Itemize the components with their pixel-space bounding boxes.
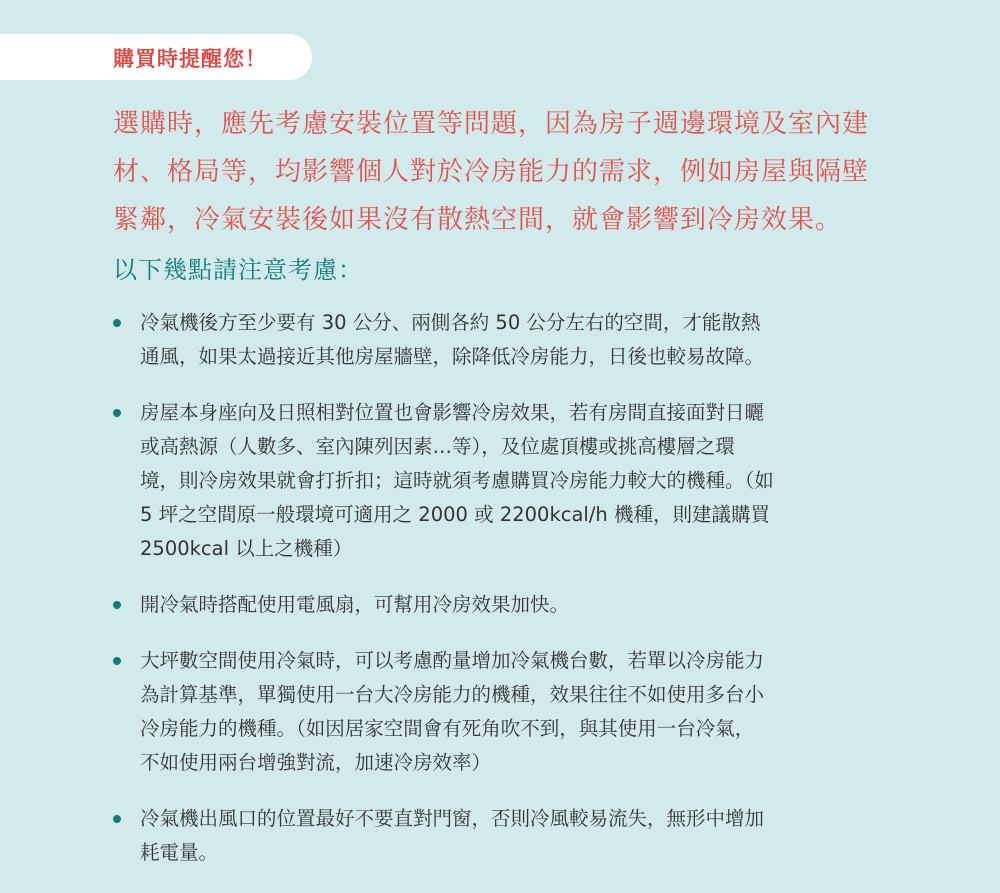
list-item-line: 冷氣機後方至少要有 30 公分、兩側各約 50 公分左右的空間，才能散熱 (140, 311, 761, 334)
list-item-line: 不如使用兩台增強對流，加速冷房效率） (140, 751, 492, 774)
list-item-line: 2500kcal 以上之機種） (140, 537, 353, 560)
list-item-line: 通風，如果太過接近其他房屋牆壁，除降低冷房能力，日後也較易故障。 (140, 345, 765, 368)
list-item-line: 或高熱源（人數多、室內陳列因素…等），及位處頂樓或挑高樓層之環 (140, 435, 735, 458)
intro-line: 材、格局等，均影響個人對於冷房能力的需求，例如房屋與隔壁 (113, 157, 870, 187)
list-item-line: 房屋本身座向及日照相對位置也會影響冷房效果，若有房間直接面對日曬 (140, 401, 765, 424)
list-item (113, 588, 913, 622)
list-item-line: 5 坪之空間原一般環境可適用之 2000 或 2200kcal/h 機種，則建議購買 (140, 503, 770, 526)
subheading: 以下幾點請注意考慮： (113, 256, 363, 284)
reminder-tag (0, 34, 312, 80)
bullet-icon (113, 657, 121, 665)
bullet-icon (113, 815, 121, 823)
list-item-line: 大坪數空間使用冷氣時，可以考慮酌量增加冷氣機台數，若單以冷房能力 (140, 649, 765, 672)
list-item-line: 境，則冷房效果就會打折扣；這時就須考慮購買冷房能力較大的機種。（如 (140, 469, 774, 492)
list-item-line: 冷房能力的機種。（如因居家空間會有死角吹不到，與其使用一台冷氣， (140, 717, 755, 740)
bullet-icon (113, 409, 121, 417)
list-item-line: 為計算基準，單獨使用一台大冷房能力的機種，效果往往不如使用多台小 (140, 683, 765, 706)
bullet-icon (113, 601, 121, 609)
list-item (113, 802, 913, 870)
intro-line: 選購時，應先考慮安裝位置等問題，因為房子週邊環境及室內建 (113, 109, 870, 139)
list-item-line: 冷氣機出風口的位置最好不要直對門窗，否則冷風較易流失，無形中增加 (140, 807, 765, 830)
list-item-line: 耗電量。 (140, 841, 219, 864)
list-item (113, 396, 913, 566)
bullet-icon (113, 319, 121, 327)
reminder-title: 購買時提醒您！ (113, 47, 267, 71)
list-item-line: 開冷氣時搭配使用電風扇，可幫用冷房效果加快。 (140, 593, 570, 616)
list-item (113, 306, 913, 374)
intro-paragraph (113, 100, 913, 244)
list-item (113, 644, 913, 780)
tips-list (113, 306, 913, 892)
intro-line: 緊鄰，冷氣安裝後如果沒有散熱空間，就會影響到冷房效果。 (113, 205, 843, 235)
